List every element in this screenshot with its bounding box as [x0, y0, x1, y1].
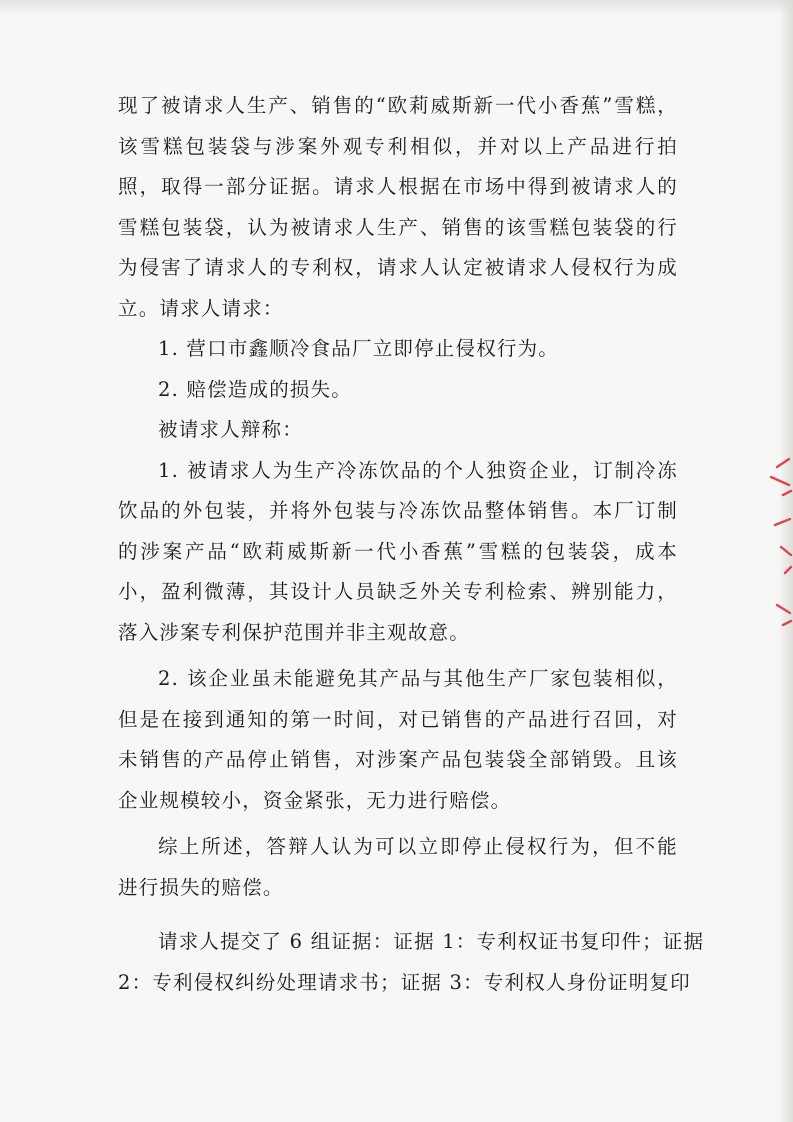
text-line: 2. 赔偿造成的损失。 — [158, 377, 353, 401]
text-line: 但是在接到通知的第一时间，对已销售的产品进行召回，对 — [118, 707, 678, 731]
paragraph — [118, 922, 705, 1003]
paragraph — [118, 827, 678, 908]
text-line: 进行损失的赔偿。 — [118, 875, 284, 899]
text-line: 照，取得一部分证据。请求人根据在市场中得到被请求人的 — [118, 175, 678, 198]
text-line: 请求人提交了 6 组证据：证据 1：专利权证书复印件；证据 — [158, 930, 705, 953]
paragraph — [118, 86, 678, 329]
text-line: 2：专利侵权纠纷处理请求书；证据 3：专利权人身份证明复印 — [118, 970, 691, 994]
text-line: 该雪糕包装袋与涉案外观专利相似，并对以上产品进行拍 — [118, 134, 678, 158]
text-line: 现了被请求人生产、销售的“欧莉威斯新一代小香蕉”雪糕， — [118, 94, 678, 117]
text-line: 企业规模较小，资金紧张，无力进行赔偿。 — [118, 788, 512, 812]
document-body — [118, 86, 705, 1003]
text-line: 小，盈利微薄，其设计人员缺乏外关专利检索、辨别能力， — [118, 580, 678, 603]
seal-stamp-edge — [763, 455, 793, 635]
text-line: 被请求人辩称： — [158, 418, 303, 441]
paragraph — [118, 410, 678, 451]
text-line: 1. 被请求人为生产冷冻饮品的个人独资企业，订制冷冻 — [158, 458, 678, 482]
paragraph — [118, 451, 678, 654]
text-line: 2. 该企业虽未能避免其产品与其他生产厂家包装相似， — [158, 667, 678, 690]
text-line: 1. 营口市鑫顺冷食品厂立即停止侵权行为。 — [158, 337, 560, 360]
text-line: 雪糕包装袋，认为被请求人生产、销售的该雪糕包装袋的行 — [118, 215, 678, 239]
text-line: 的涉案产品“欧莉威斯新一代小香蕉”雪糕的包装袋，成本 — [118, 539, 678, 563]
text-line: 为侵害了请求人的专利权，请求人认定被请求人侵权行为成 — [118, 256, 678, 279]
text-line: 饮品的外包装，并将外包装与冷冻饮品整体销售。本厂订制 — [118, 499, 678, 522]
paragraph — [118, 329, 678, 370]
text-line: 立。请求人请求： — [118, 296, 284, 320]
text-line: 综上所述，答辩人认为可以立即停止侵权行为，但不能 — [158, 835, 678, 858]
text-line: 落入涉案专利保护范围并非主观故意。 — [118, 620, 470, 644]
text-line: 未销售的产品停止销售，对涉案产品包装袋全部销毁。且该 — [118, 748, 678, 771]
scan-edge-top — [0, 0, 793, 14]
paragraph — [118, 370, 678, 411]
paragraph — [118, 659, 678, 821]
